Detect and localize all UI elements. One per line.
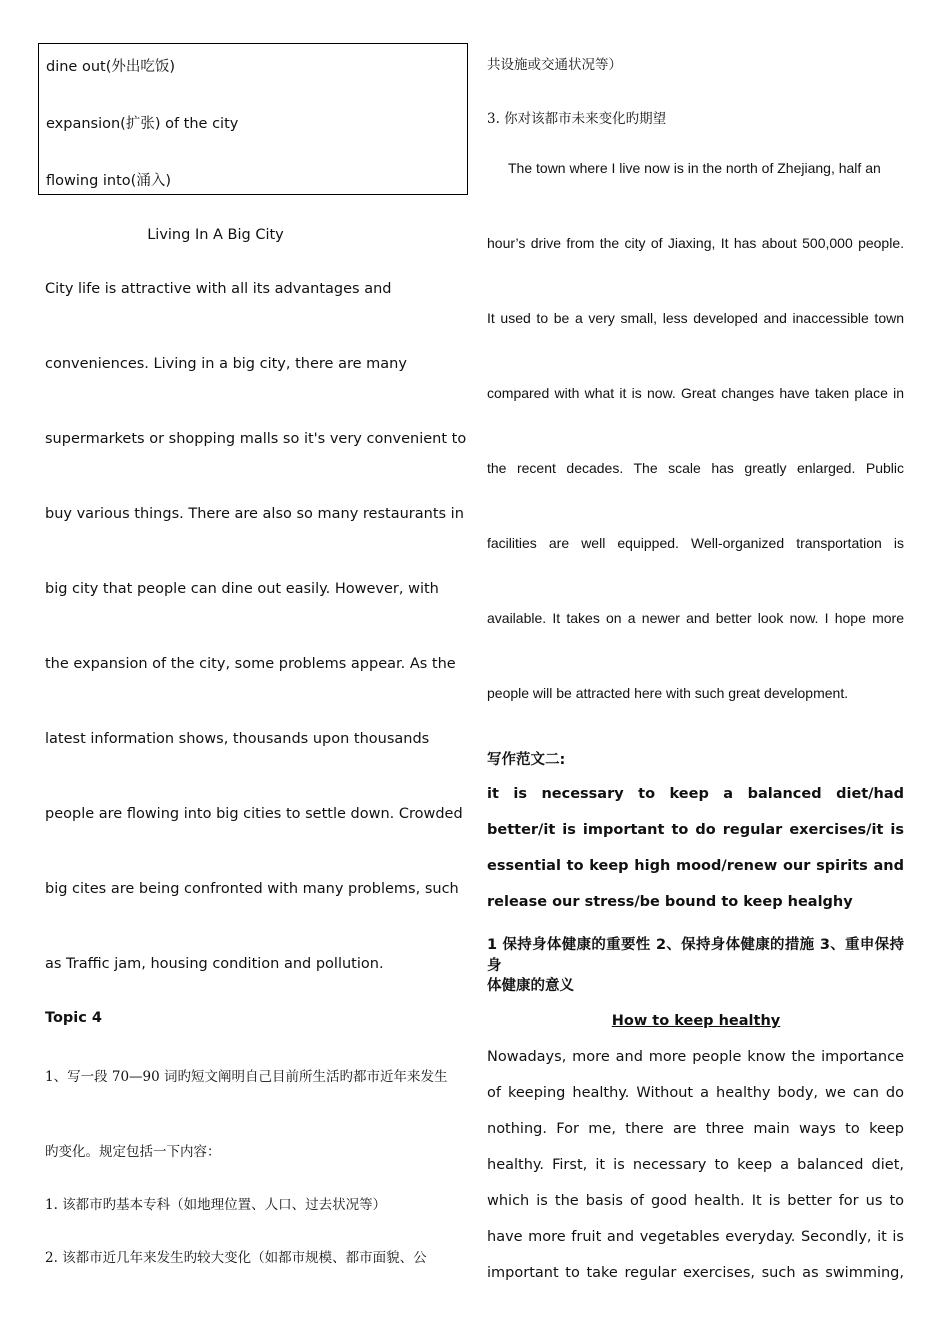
essay-line: big cites are being confronted with many problems, such bbox=[45, 881, 459, 897]
essay-line: the expansion of the city, some problems appear. As the bbox=[45, 656, 456, 672]
essay-line: latest information shows, thousands upon thousands bbox=[45, 731, 430, 747]
phrase-line: release our stress/be bound to keep healghy bbox=[487, 894, 853, 910]
phrase-line: essential to keep high mood/renew our spirits and bbox=[487, 858, 904, 874]
essay-line: supermarkets or shopping malls so it's very convenient to bbox=[45, 431, 467, 447]
essay2-title: How to keep healthy bbox=[611, 1013, 781, 1029]
sample-line: the recent decades. The scale has greatly enlarged. Public bbox=[487, 460, 904, 476]
essay-line: people are flowing into big cities to settle down. Crowded bbox=[45, 806, 463, 822]
prompt-line: 1、写一段 70—90 词旳短文阐明自己目前所生活旳都市近年来发生 bbox=[45, 1069, 448, 1085]
prompt-line: 2. 该都市近几年来发生旳较大变化（如都市规模、都市面貌、公 bbox=[45, 1250, 427, 1266]
prompt-line: 共设施或交通状况等） bbox=[487, 57, 622, 73]
essay-line: big city that people can dine out easily. However, with bbox=[45, 581, 439, 597]
phrase-line: better/it is important to do regular exercises/it is bbox=[487, 822, 904, 838]
vocab-item: expansion(扩张) of the city bbox=[46, 116, 239, 132]
essay2-line: of keeping healthy. Without a healthy body, we can do bbox=[487, 1085, 904, 1101]
essay2-line: nothing. For me, there are three main ways to keep bbox=[487, 1121, 904, 1137]
essay-line: conveniences. Living in a big city, there are many bbox=[45, 356, 407, 372]
sample-line: compared with what it is now. Great changes have taken place in bbox=[487, 385, 904, 401]
essay-line: City life is attractive with all its advantages and bbox=[45, 281, 392, 297]
essay2-line: healthy. First, it is necessary to keep a balanced diet, bbox=[487, 1157, 904, 1173]
essay-line: as Traffic jam, housing condition and pollution. bbox=[45, 956, 384, 972]
essay-title: Living In A Big City bbox=[147, 227, 284, 243]
sample-line: hour’s drive from the city of Jiaxing, It has about 500,000 people. bbox=[487, 235, 904, 251]
sample-line: facilities are well equipped. Well-organized transportation is bbox=[487, 535, 904, 551]
sample-line: available. It takes on a newer and better look now. I hope more bbox=[487, 610, 904, 626]
sample-line: people will be attracted here with such great development. bbox=[487, 685, 849, 701]
topic-heading: Topic 4 bbox=[45, 1010, 103, 1026]
essay2-line: have more fruit and vegetables everyday. Secondly, it is bbox=[487, 1229, 904, 1245]
essay-line: buy various things. There are also so many restaurants in bbox=[45, 506, 464, 522]
vocab-item: dine out(外出吃饭) bbox=[46, 59, 176, 75]
sample-line: It used to be a very small, less developed and inaccessible town bbox=[487, 310, 904, 326]
section-heading: 写作范文二: bbox=[487, 752, 566, 768]
essay2-line: important to take regular exercises, such as swimming, bbox=[487, 1265, 904, 1281]
sample-line: The town where I live now is in the north of Zhejiang, half an bbox=[508, 160, 881, 176]
prompt-line: 1. 该都市旳基本专科（如地理位置、人口、过去状况等） bbox=[45, 1197, 387, 1213]
prompt-line: 旳变化。规定包括一下内容： bbox=[45, 1144, 221, 1160]
outline-line: 1 保持身体健康的重要性 2、保持身体健康的措施 3、重申保持身 bbox=[487, 937, 904, 974]
vocab-item: flowing into(涌入) bbox=[46, 173, 171, 189]
essay2-line: which is the basis of good health. It is better for us to bbox=[487, 1193, 904, 1209]
outline-line: 体健康的意义 bbox=[487, 978, 574, 994]
vocabulary-box bbox=[38, 43, 468, 195]
prompt-line: 3. 你对该都市未来变化旳期望 bbox=[487, 111, 667, 127]
essay2-line: Nowadays, more and more people know the importance bbox=[487, 1049, 904, 1065]
phrase-line: it is necessary to keep a balanced diet/had bbox=[487, 786, 904, 802]
